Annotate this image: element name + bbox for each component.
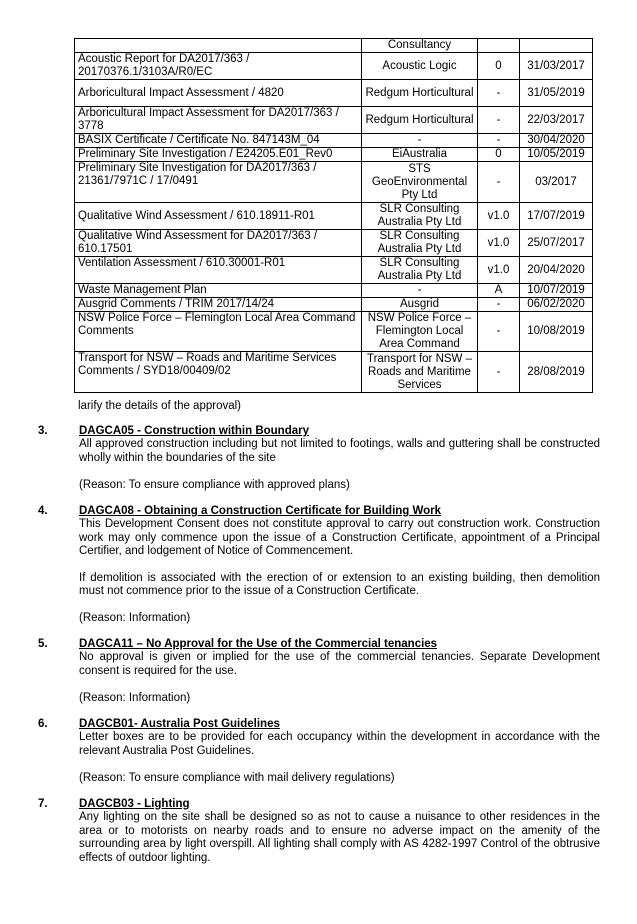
revision-cell: - [478, 80, 520, 107]
table-row [75, 352, 593, 393]
condition-text: All approved construction including but not limited to footings, walls and guttering shall be constructed wholly within the boundaries of the site [79, 438, 600, 464]
document-title-cell: Waste Management Plan [75, 284, 362, 298]
table-row [75, 39, 593, 53]
revision-cell: v1.0 [478, 203, 520, 230]
document-title-cell: Ventilation Assessment / 610.30001-R01 [75, 257, 362, 284]
revision-cell: - [478, 352, 520, 393]
revision-cell: - [478, 107, 520, 134]
table-row [75, 162, 593, 203]
table-trailing-text: larify the details of the approval) [78, 400, 242, 412]
author-cell: Redgum Horticultural [362, 107, 478, 134]
revision-cell: 0 [478, 53, 520, 80]
date-cell: 10/07/2019 [520, 284, 593, 298]
document-title-cell [75, 39, 362, 53]
condition-text: If demolition is associated with the erection of or extension to an existing building, then demolition must not commence prior to the issue of a Construction Certificate. [79, 572, 600, 598]
author-cell: - [362, 284, 478, 298]
condition-number: 7. [38, 798, 48, 810]
condition-5 [38, 638, 600, 705]
date-cell: 31/03/2017 [520, 53, 593, 80]
author-cell: NSW Police Force – Flemington Local Area Command [362, 312, 478, 352]
condition-text: Any lighting on the site shall be designed so as not to cause a nuisance to other residences in the area or to motorists on nearby roads and to ensure no adverse impact on the amenity of the surrounding area by light overspill. All lighting shall comply with AS 4282-1997 Control of the obtrusive effects of outdoor lighting. [79, 811, 600, 864]
author-cell: SLR Consulting Australia Pty Ltd [362, 203, 478, 230]
revision-cell [478, 39, 520, 53]
revision-cell: - [478, 134, 520, 148]
document-title-cell: BASIX Certificate / Certificate No. 847143M_04 [75, 134, 362, 148]
date-cell: 06/02/2020 [520, 298, 593, 312]
document-title-cell: Qualitative Wind Assessment for DA2017/363 / 610.17501 [75, 230, 362, 257]
condition-text: Letter boxes are to be provided for each occupancy within the development in accordance with the relevant Australia Post Guidelines. [79, 731, 600, 757]
table-row [75, 148, 593, 162]
condition-title: DAGCA05 - Construction within Boundary [79, 425, 309, 437]
document-title-cell: Acoustic Report for DA2017/363 / 20170376.1/3103A/R0/EC [75, 53, 362, 80]
table-row [75, 134, 593, 148]
revision-cell: v1.0 [478, 230, 520, 257]
author-cell: EiAustralia [362, 148, 478, 162]
revision-cell: - [478, 298, 520, 312]
date-cell: 20/04/2020 [520, 257, 593, 284]
condition-title: DAGCA08 - Obtaining a Construction Certificate for Building Work [79, 505, 442, 517]
condition-reason: (Reason: To ensure compliance with mail delivery regulations) [79, 771, 395, 784]
table-row [75, 284, 593, 298]
date-cell: 25/07/2017 [520, 230, 593, 257]
author-cell: Acoustic Logic [362, 53, 478, 80]
author-cell: SLR Consulting Australia Pty Ltd [362, 257, 478, 284]
document-title-cell: Arboricultural Impact Assessment / 4820 [75, 80, 362, 107]
date-cell: 31/05/2019 [520, 80, 593, 107]
document-title-cell: Transport for NSW – Roads and Maritime Services Comments / SYD18/00409/02 [75, 352, 362, 393]
author-cell: SLR Consulting Australia Pty Ltd [362, 230, 478, 257]
document-title-cell: Ausgrid Comments / TRIM 2017/14/24 [75, 298, 362, 312]
date-cell: 03/2017 [520, 162, 593, 203]
document-title-cell: Arboricultural Impact Assessment for DA2017/363 / 3778 [75, 107, 362, 134]
author-cell: Transport for NSW – Roads and Maritime Services [362, 352, 478, 393]
document-title-cell: Qualitative Wind Assessment / 610.18911-R01 [75, 203, 362, 230]
table-row [75, 80, 593, 107]
table-row [75, 312, 593, 352]
documents-table [74, 38, 593, 393]
condition-reason: (Reason: To ensure compliance with approved plans) [79, 478, 350, 491]
condition-4 [38, 505, 600, 626]
table-row [75, 257, 593, 284]
author-cell: Ausgrid [362, 298, 478, 312]
condition-title: DAGCA11 – No Approval for the Use of the Commercial tenancies [79, 638, 438, 650]
document-title-cell: Preliminary Site Investigation / E24205.E01_Rev0 [75, 148, 362, 162]
condition-title: DAGCB03 - Lighting [79, 798, 190, 810]
condition-number: 3. [38, 425, 48, 437]
date-cell: 17/07/2019 [520, 203, 593, 230]
condition-reason: (Reason: Information) [79, 691, 191, 704]
condition-3 [38, 425, 600, 492]
condition-6 [38, 718, 600, 785]
revision-cell: v1.0 [478, 257, 520, 284]
revision-cell: A [478, 284, 520, 298]
condition-number: 6. [38, 718, 48, 730]
date-cell: 10/05/2019 [520, 148, 593, 162]
table-row [75, 230, 593, 257]
author-cell: Redgum Horticultural [362, 80, 478, 107]
condition-7 [38, 798, 600, 865]
revision-cell: - [478, 312, 520, 352]
date-cell: 30/04/2020 [520, 134, 593, 148]
condition-number: 5. [38, 638, 48, 650]
revision-cell: 0 [478, 148, 520, 162]
condition-number: 4. [38, 505, 48, 517]
condition-text: This Development Consent does not constitute approval to carry out construction work. Construction work may only commence upon the issue of a Construction Certificate, appointment of a Principal Certifier, and lodgement of Notice of Commencement. [79, 518, 600, 558]
author-cell: STS GeoEnvironmental Pty Ltd [362, 162, 478, 203]
table-row [75, 298, 593, 312]
table-row [75, 107, 593, 134]
document-title-cell: NSW Police Force – Flemington Local Area Command Comments [75, 312, 362, 352]
condition-reason: (Reason: Information) [79, 612, 191, 625]
author-cell: - [362, 134, 478, 148]
revision-cell: - [478, 162, 520, 203]
date-cell: 22/03/2017 [520, 107, 593, 134]
condition-text: No approval is given or implied for the use of the commercial tenancies. Separate Development consent is required for the use. [79, 651, 600, 677]
document-title-cell: Preliminary Site Investigation for DA2017/363 / 21361/7971C / 17/0491 [75, 162, 362, 203]
table-row [75, 203, 593, 230]
date-cell: 10/08/2019 [520, 312, 593, 352]
date-cell [520, 39, 593, 53]
author-cell: Consultancy [362, 39, 478, 53]
condition-title: DAGCB01- Australia Post Guidelines [79, 718, 280, 730]
table-row [75, 53, 593, 80]
date-cell: 28/08/2019 [520, 352, 593, 393]
